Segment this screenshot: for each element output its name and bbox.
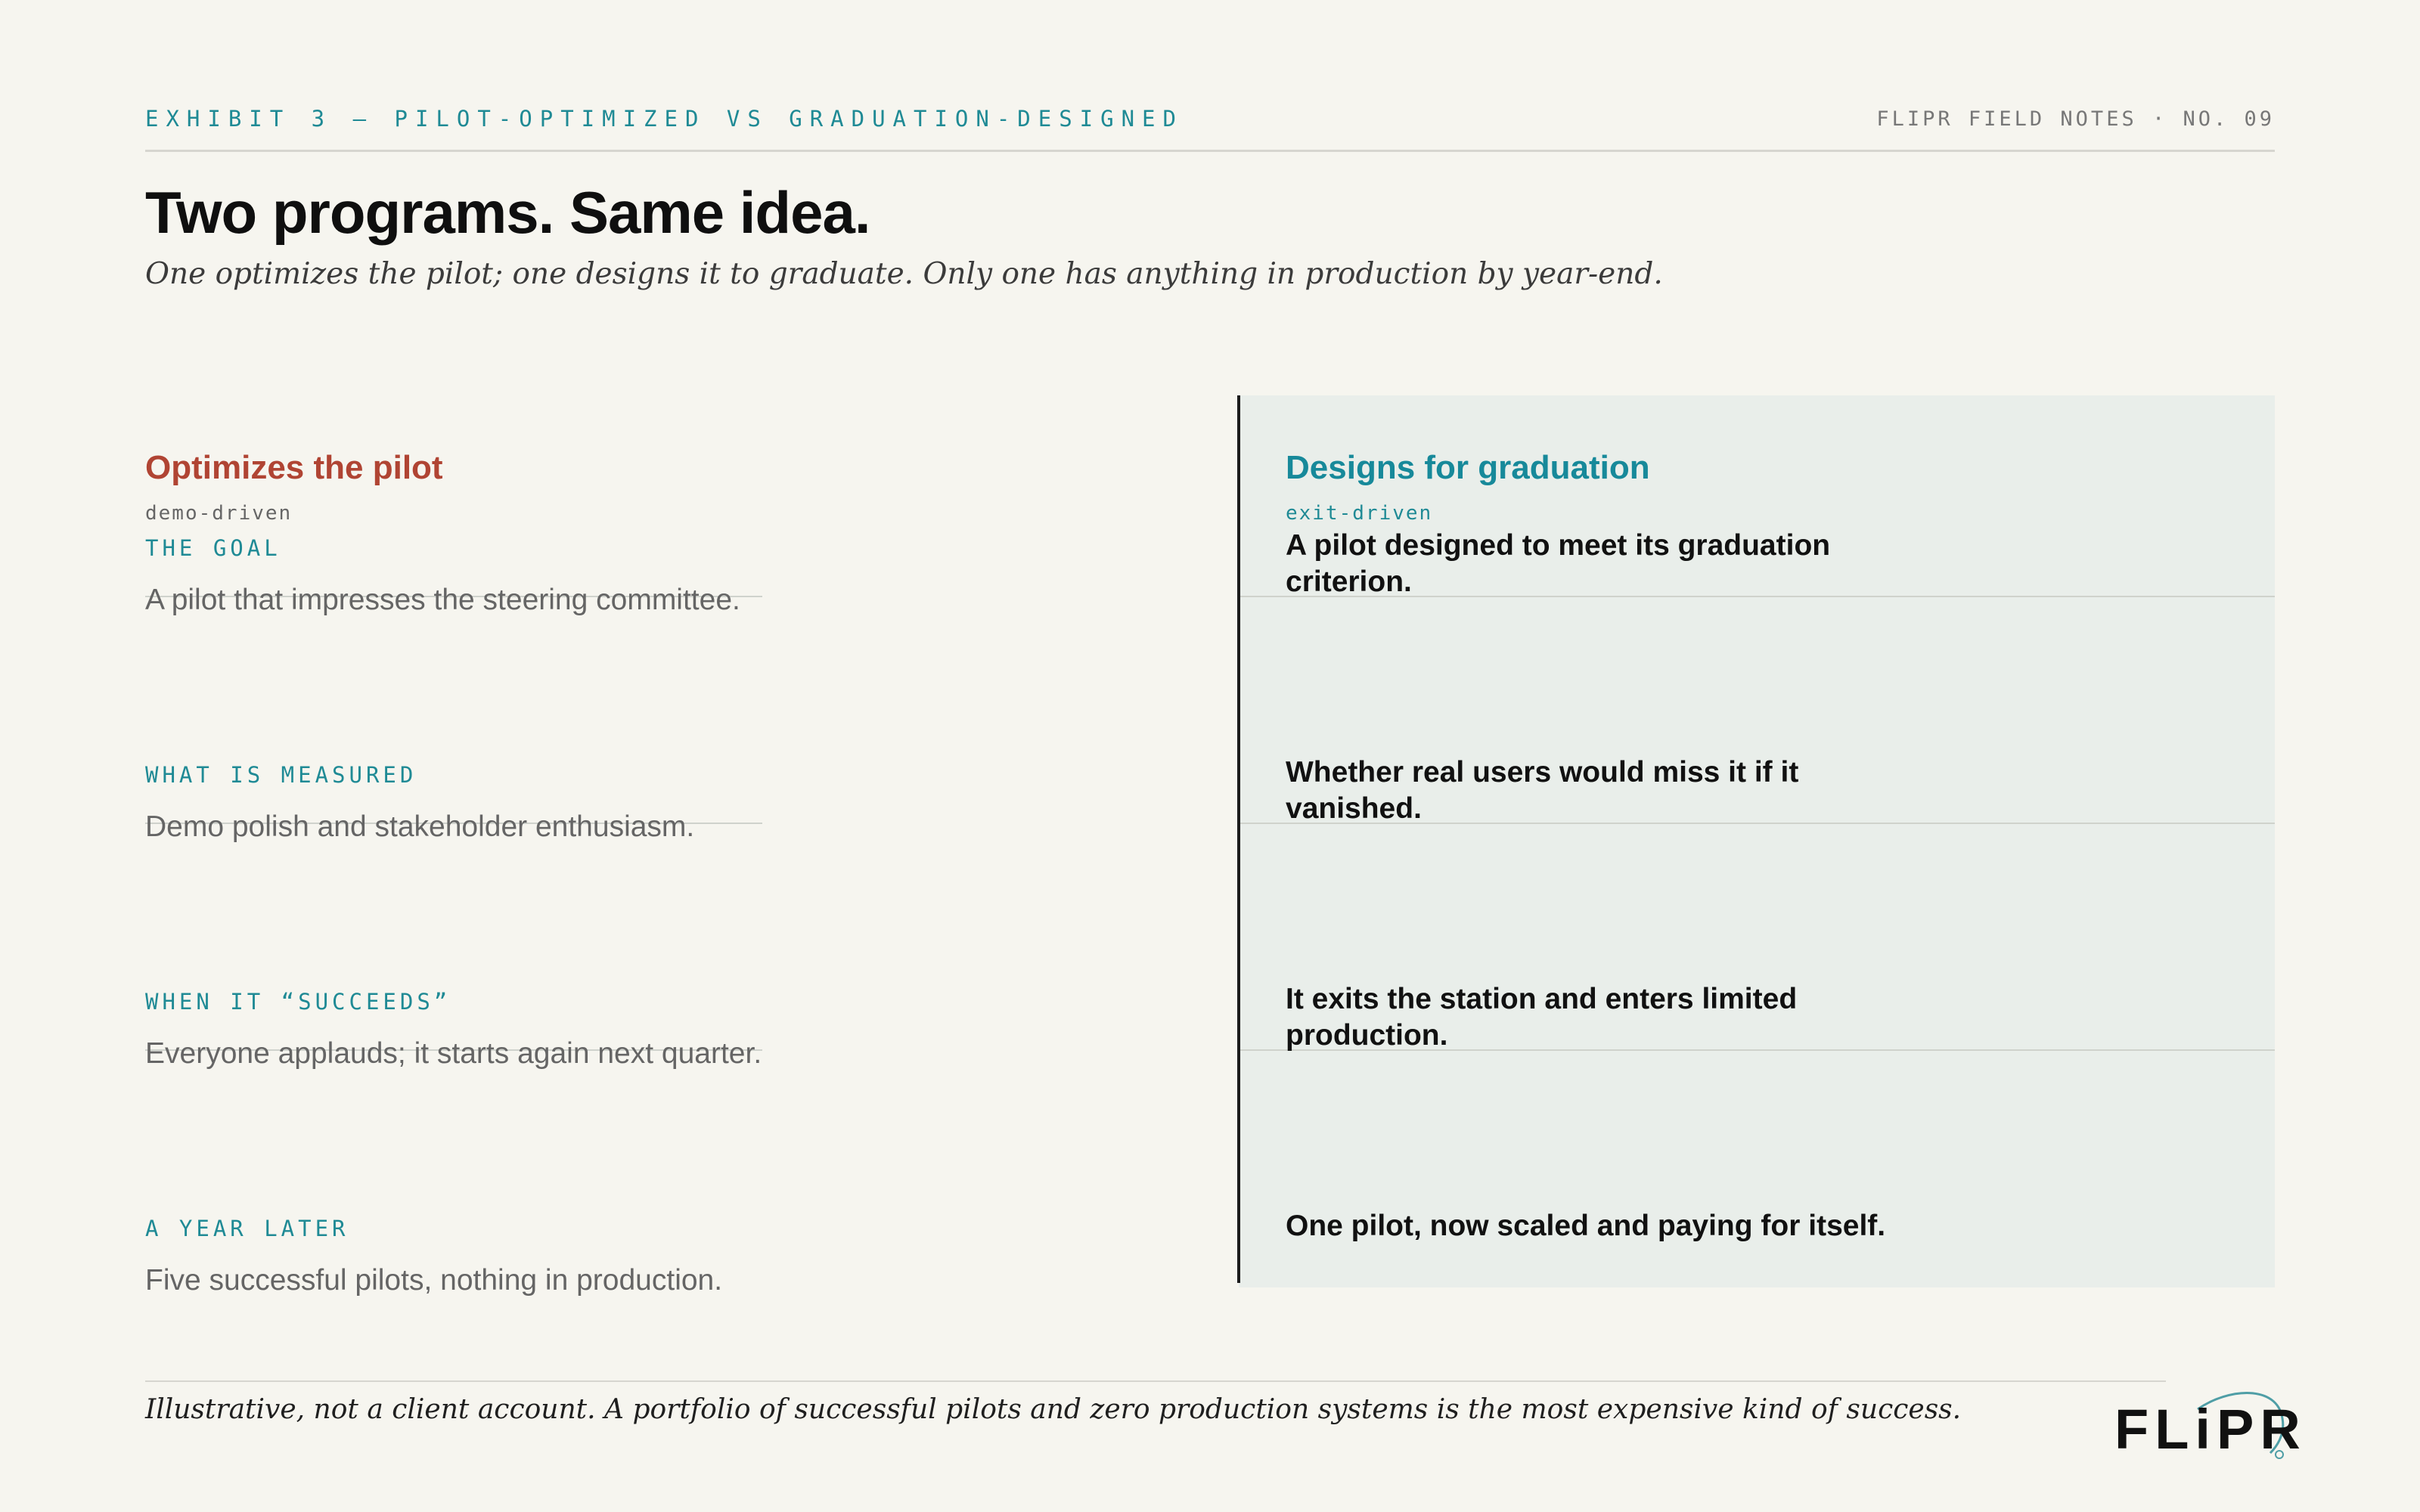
row-label: THE GOAL	[145, 535, 281, 561]
right-cell: Whether real users would miss it if it vanished.	[1286, 756, 1799, 825]
row-label: WHEN IT “SUCCEEDS”	[145, 989, 451, 1015]
right-cell: One pilot, now scaled and paying for itself.	[1286, 1210, 1886, 1242]
right-column-tag: exit-driven	[1286, 502, 1433, 525]
page-title: Two programs. Same idea.	[145, 179, 870, 246]
row-label: A YEAR LATER	[145, 1216, 349, 1241]
right-cell: It exits the station and enters limited production.	[1286, 983, 1798, 1052]
left-cell: Demo polish and stakeholder enthusiasm.	[145, 810, 695, 843]
column-divider	[1237, 395, 1240, 1283]
footnote: Illustrative, not a client account. A portfolio of successful pilots and zero production systems is the most expensive kind of success.	[145, 1394, 1962, 1425]
publication-label: FLIPR FIELD NOTES · NO. 09	[1876, 107, 2275, 131]
left-cell: Everyone applauds; it starts again next quarter.	[145, 1037, 762, 1070]
page-subtitle: One optimizes the pilot; one designs it to graduate. Only one has anything in production by year-end.	[145, 257, 1663, 291]
left-cell: Five successful pilots, nothing in production.	[145, 1264, 723, 1297]
right-column-heading: Designs for graduation	[1286, 449, 1650, 486]
left-column-tag: demo-driven	[145, 502, 293, 525]
left-cell: A pilot that impresses the steering committee.	[145, 584, 740, 616]
left-column-heading: Optimizes the pilot	[145, 449, 443, 486]
exhibit-label: EXHIBIT 3 — PILOT-OPTIMIZED VS GRADUATION-DESIGNED	[145, 106, 1184, 132]
bottom-rule	[145, 1380, 2166, 1382]
row-label: WHAT IS MEASURED	[145, 762, 417, 788]
flipr-logo-icon	[2114, 1388, 2307, 1464]
right-cell: A pilot designed to meet its graduation criterion.	[1286, 529, 1831, 598]
top-rule	[145, 150, 2275, 152]
logo-text: FLiPR	[2114, 1398, 2307, 1461]
